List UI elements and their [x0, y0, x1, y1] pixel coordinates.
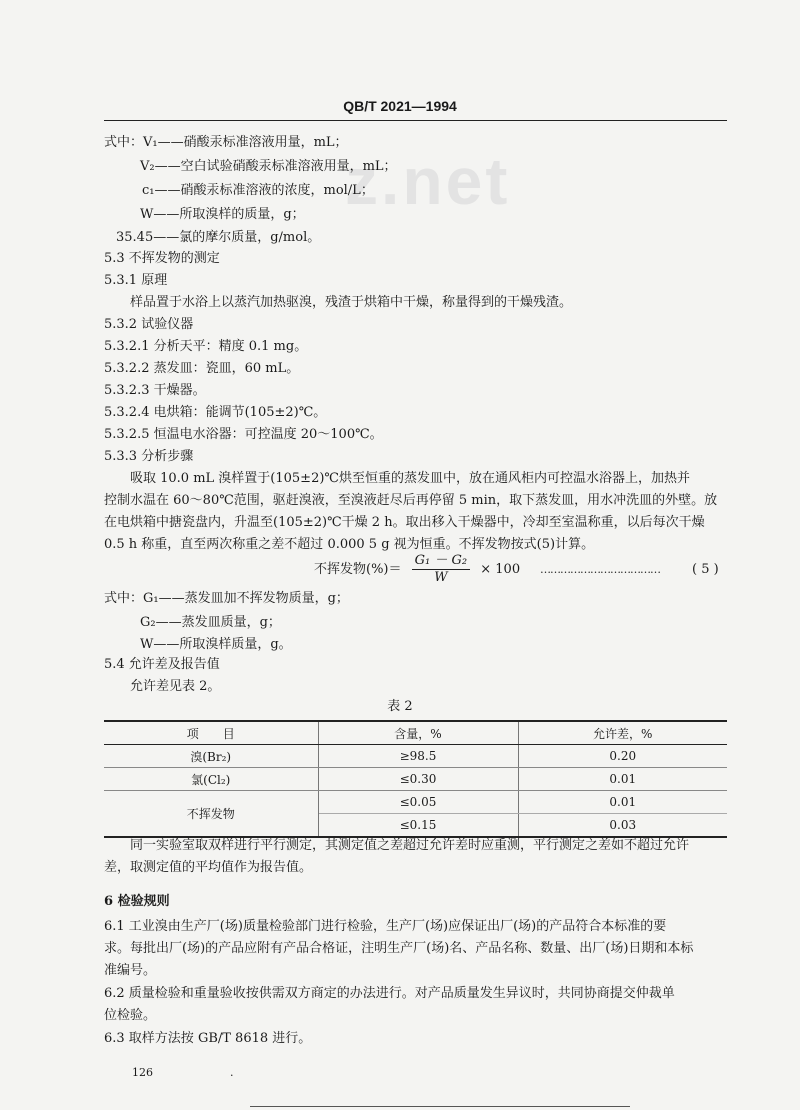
section-5-3-2-5: 5.3.2.5 恒温电水浴器：可控温度 20～100℃。: [104, 427, 383, 442]
formula-number: ( 5 ): [692, 562, 719, 577]
section-5-3-title: 5.3 不挥发物的测定: [104, 251, 220, 266]
watermark: z.net: [345, 144, 511, 218]
formula-lhs: 不挥发物(%)＝: [314, 562, 402, 577]
section-5-3-2-2: 5.3.2.2 蒸发皿：瓷皿，60 mL。: [104, 361, 300, 376]
section-5-4-title: 5.4 允许差及报告值: [104, 657, 220, 672]
table-cell-content: ≤0.05: [318, 791, 518, 814]
section-6-3: 6.3 取样方法按 GB/T 8618 进行。: [104, 1031, 312, 1046]
section-6-1-line-1: 6.1 工业溴由生产厂(场)质量检验部门进行检验，生产厂(场)应保证出厂(场)的产品符合本标准的要: [104, 919, 667, 934]
scan-edge-line: [250, 1106, 630, 1107]
legend2-g2: G₂——蒸发皿质量，g；: [140, 615, 281, 630]
table-cell-item: 氯(Cl₂): [104, 768, 318, 791]
table-cell-content: ≤0.30: [318, 768, 518, 791]
procedure-line-4: 0.5 h 称重，直至两次称重之差不超过 0.000 5 g 视为恒重。不挥发物按式(5)计算。: [104, 537, 595, 552]
section-6-1-line-3: 准编号。: [104, 963, 157, 978]
table-cell-tolerance: 0.01: [518, 768, 727, 791]
section-5-3-1-title: 5.3.1 原理: [104, 273, 168, 288]
table-2-caption: 表 2: [387, 699, 413, 714]
section-5-3-2-4: 5.3.2.4 电烘箱：能调节(105±2)℃。: [104, 405, 327, 420]
formula-rhs: × 100: [480, 562, 521, 577]
table-cell-item: 不挥发物: [104, 791, 318, 838]
section-6-title: 6 检验规则: [104, 894, 170, 909]
section-6-2-line-1: 6.2 质量检验和重量验收按供需双方商定的办法进行。对产品质量发生异议时，共同协商提交仲裁单: [104, 986, 675, 1001]
formula-fraction: [412, 553, 470, 586]
procedure-line-1: 吸取 10.0 mL 溴样置于(105±2)℃烘至恒重的蒸发皿中，放在通风柜内可控温水浴器上，加热并: [130, 471, 690, 486]
procedure-line-3: 在电烘箱中搪瓷盘内，升温至(105±2)℃干燥 2 h。取出移入干燥器中，冷却至室温称重，以后每次干燥: [104, 515, 705, 530]
section-5-3-1-text: 样品置于水浴上以蒸汽加热驱溴，残渣于烘箱中干燥，称量得到的干燥残渣。: [130, 295, 573, 310]
legend2-g1: 式中：G₁——蒸发皿加不挥发物质量，g；: [104, 591, 349, 606]
table-header-row: [104, 721, 727, 745]
table-header-item: 项 目: [104, 721, 318, 745]
section-5-3-2-title: 5.3.2 试验仪器: [104, 317, 194, 332]
table-row: [104, 791, 727, 814]
after-table-line-1: 同一实验室取双样进行平行测定，其测定值之差超过允许差时应重测，平行测定之差如不超过允许: [130, 838, 690, 853]
section-5-3-2-3: 5.3.2.3 干燥器。: [104, 383, 206, 398]
formula-5: [314, 552, 520, 588]
table-cell-item: 溴(Br₂): [104, 745, 318, 768]
legend2-w: W——所取溴样质量，g。: [140, 637, 292, 652]
table-header-tolerance: 允许差，%: [518, 721, 727, 745]
table-row: [104, 768, 727, 791]
section-5-3-3-title: 5.3.3 分析步骤: [104, 449, 194, 464]
legend-v1: 式中：V₁——硝酸汞标准溶液用量，mL；: [104, 135, 348, 150]
standard-code-header: QB/T 2021—1994: [343, 98, 457, 114]
page-number: 126: [132, 1066, 153, 1079]
formula-denominator: W: [434, 570, 448, 585]
section-6-1-line-2: 求。每批出厂(场)的产品应附有产品合格证，注明生产厂(场)名、产品名称、数量、出厂(场)日期和本标: [104, 941, 694, 956]
table-header-content: 含量，%: [318, 721, 518, 745]
section-5-3-2-1: 5.3.2.1 分析天平：精度 0.1 mg。: [104, 339, 308, 354]
table-2: [104, 720, 727, 838]
legend-molar-mass: 35.45——氯的摩尔质量，g/mol。: [116, 230, 321, 245]
procedure-line-2: 控制水温在 60～80℃范围，驱赶溴液，至溴液赶尽后再停留 5 min，取下蒸发皿，用水冲洗皿的外壁。放: [104, 493, 718, 508]
formula-numerator: G₁ － G₂: [412, 553, 470, 570]
section-6-2-line-2: 位检验。: [104, 1008, 157, 1023]
footer-mark: .: [230, 1066, 234, 1079]
header-rule: [104, 120, 727, 121]
table-cell-tolerance: 0.20: [518, 745, 727, 768]
legend-c1: c₁——硝酸汞标准溶液的浓度，mol/L；: [142, 183, 374, 198]
table-row: [104, 745, 727, 768]
formula-leader: ………………………………: [540, 563, 660, 576]
section-5-4-text: 允许差见表 2。: [130, 679, 221, 694]
legend-w: W——所取溴样的质量，g；: [140, 207, 305, 222]
table-cell-content: ≤0.15: [318, 814, 518, 838]
after-table-line-2: 差，取测定值的平均值作为报告值。: [104, 860, 313, 875]
legend-v2: V₂——空白试验硝酸汞标准溶液用量，mL；: [140, 159, 397, 174]
table-cell-content: ≥98.5: [318, 745, 518, 768]
table-cell-tolerance: 0.03: [518, 814, 727, 838]
table-cell-tolerance: 0.01: [518, 791, 727, 814]
